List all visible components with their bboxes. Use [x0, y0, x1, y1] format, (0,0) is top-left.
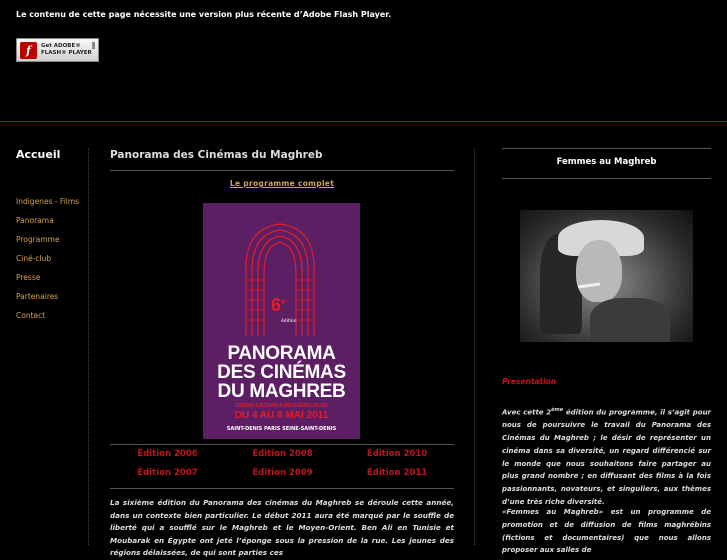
flash-required-message: Le contenu de cette page nécessite une version plus récente d’Adobe Flash Player.: [16, 10, 392, 19]
edition-2009-link[interactable]: Édition 2009: [252, 468, 313, 478]
header-divider: [0, 121, 727, 122]
poster-title-line-3: DU MAGHREB: [217, 381, 346, 402]
photo-face-shape: [576, 240, 622, 302]
presentation-heading: Presentation: [502, 377, 557, 386]
right-title-divider-bottom: [502, 178, 711, 179]
poster-dates: DU 4 AU 8 MAI 2011: [234, 410, 329, 421]
edition-2010-link[interactable]: Édition 2010: [366, 449, 428, 459]
edition-2006-link[interactable]: Édition 2006: [137, 449, 198, 459]
editions-divider-top: [110, 444, 454, 445]
photo-body-shape: [590, 298, 670, 342]
presentation-paragraph-2: «Femmes au Maghreb» est un programme de promotion et de diffusion de films maghrébins (fictions et documentaires) que nous allons proposer aux salles de: [502, 508, 711, 555]
nav-item-cine-club[interactable]: Ciné-club: [16, 254, 52, 263]
nav-item-indigenes-films[interactable]: Indigenes - Films: [16, 197, 80, 206]
download-arrow-icon: [92, 42, 95, 49]
flash-badge-name: FLASH® PLAYER: [41, 50, 92, 56]
column-divider-right: [474, 148, 475, 545]
poster-subtitle: CINÉMA L’ÉCRAN & INDIGÈNES FILMS: [234, 403, 329, 409]
presentation-paragraph-1: Avec cette 2ème édition du programme, il s’agit pour nous de poursuivre le travail du Panorama des Cinémas du Maghreb ; le désir de représenter un cinéma dans sa diversité, un regard différencié sur le monde que nous souhaitons faire partager au plus grand nombre ; en diffusant des films à la fois passionnants, novateurs, et singuliers, aux thèmes d’une très riche diversité.: [502, 407, 712, 506]
flash-badge-text: [41, 43, 92, 57]
sidebar-nav: [16, 196, 79, 329]
woman-portrait-photo: [520, 210, 693, 342]
title-divider: [110, 170, 454, 171]
poster-cities: SAINT-DENIS PARIS SEINE-SAINT-DENIS: [226, 426, 337, 432]
page-title: Panorama des Cinémas du Maghreb: [110, 149, 323, 161]
edition-2007-link[interactable]: Édition 2007: [137, 468, 198, 478]
right-title-divider-top: [502, 148, 711, 149]
nav-home-link[interactable]: Accueil: [16, 148, 61, 161]
poster-title-line-2: DES CINÉMAS: [217, 362, 346, 383]
poster-title-line-1: PANORAMA: [227, 343, 336, 364]
poster-edition-label: édition: [281, 319, 297, 324]
right-section-title: Femmes au Maghreb: [556, 157, 657, 167]
nav-item-contact[interactable]: Contact: [16, 311, 46, 320]
flash-badge-get: Get ADOBE®: [41, 43, 81, 49]
edition-2008-link[interactable]: Édition 2008: [252, 449, 313, 459]
poster-edition-number: 6e: [271, 295, 286, 315]
editions-divider-bottom: [110, 488, 454, 489]
festival-poster[interactable]: [203, 203, 360, 439]
poster-arch-graphic: [240, 220, 320, 336]
nav-item-programme[interactable]: Programme: [16, 235, 60, 244]
nav-item-presse[interactable]: Presse: [16, 273, 41, 282]
edition-description: La sixième édition du Panorama des cinémas du Maghreb se déroule cette année, dans un contexte bien particulier. Le début 2011 aura été marqué par le souffle de liberté qui a soufflé sur le Maghreb et le Moyen-Orient. Ben Ali en Tunisie et Moubarak en Égypte ont jeté l’éponge sous la pression de la rue. Les jeunes des régions délaissées, de qui sont parties ces: [110, 498, 454, 557]
program-complete-link[interactable]: Le programme complet: [229, 179, 335, 188]
column-divider-left: [88, 148, 89, 545]
get-flash-player-button[interactable]: [16, 38, 99, 62]
edition-2011-link[interactable]: Édition 2011: [366, 468, 428, 478]
nav-item-panorama[interactable]: Panorama: [16, 216, 54, 225]
nav-item-partenaires[interactable]: Partenaires: [16, 292, 59, 301]
editions-grid: [110, 449, 454, 479]
flash-logo-icon: f: [20, 42, 37, 59]
